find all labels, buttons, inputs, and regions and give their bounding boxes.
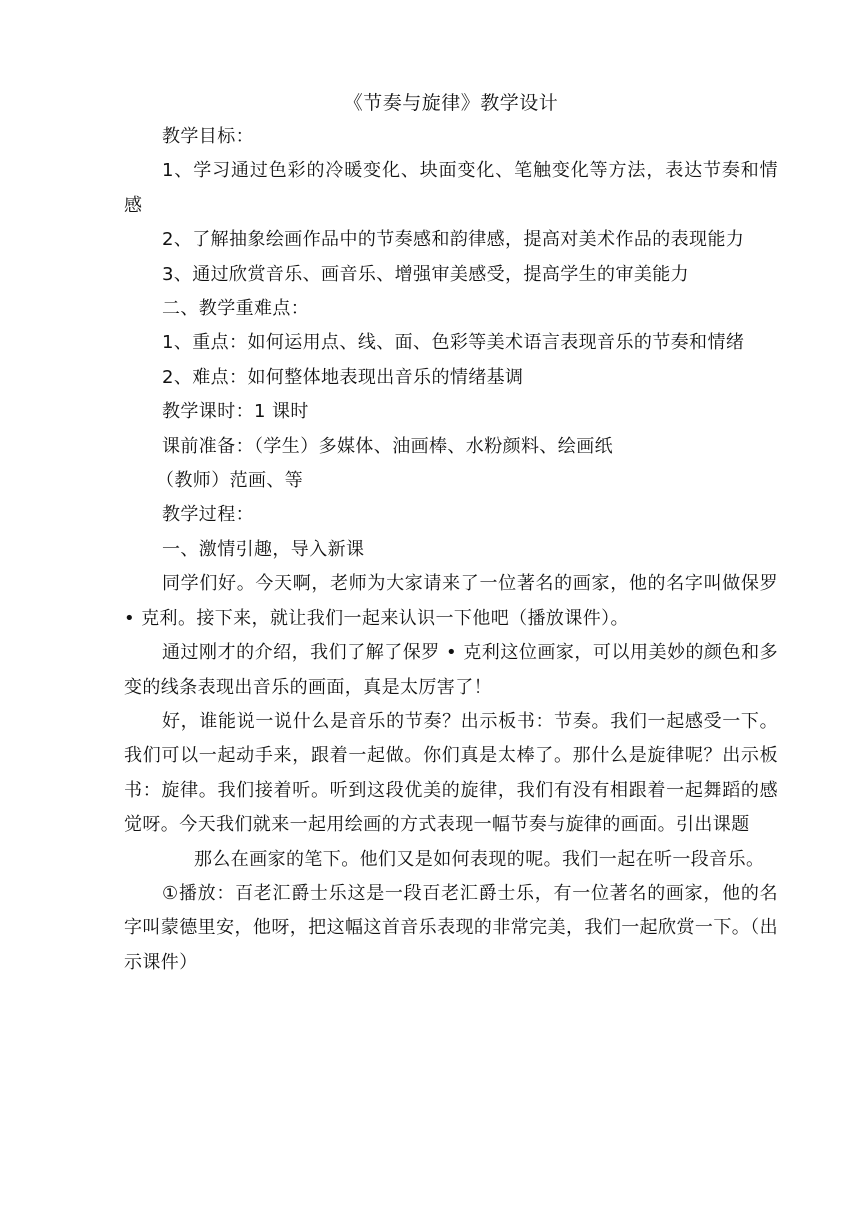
paragraph-introduction: 同学们好。今天啊，老师为大家请来了一位著名的画家，他的名字叫做保罗 • 克利。接下来，就让我们一起来认识一下他吧（播放课件）。 <box>124 573 778 629</box>
paragraph-rhythm-melody: 好，谁能说一说什么是音乐的节奏？出示板书：节奏。我们一起感受一下。我们可以一起动手来，跟着一起做。你们真是太棒了。那什么是旋律呢？出示板书：旋律。我们接着听。听到这段优美的旋律，我们有没有相跟着一起舞蹈的感觉呀。今天我们就来一起用绘画的方式表现一幅节奏与旋律的画面。引出课题 <box>124 710 778 836</box>
document-body <box>124 86 778 980</box>
paragraph-process-heading: 教学过程： <box>162 504 254 526</box>
paragraph-preparation-students: 课前准备：（学生）多媒体、油画棒、水粉颜料、绘画纸 <box>162 435 613 457</box>
paragraph-objectives-heading: 教学目标： <box>162 126 254 147</box>
paragraph-preparation-teacher: （教师）范画、等 <box>156 470 304 492</box>
paragraph-play-jazz: ①播放：百老汇爵士乐这是一段百老汇爵士乐，有一位著名的画家，他的名字叫蒙德里安，他呀，把这幅这首音乐表现的非常完美，我们一起欣赏一下。（出示课件） <box>124 882 778 973</box>
paragraph-section-1-heading: 一、激情引趣，导入新课 <box>162 538 365 560</box>
paragraph-objective-1: 1、学习通过色彩的冷暖变化、块面变化、笔触变化等方法，表达节奏和情感 <box>124 160 778 216</box>
paragraph-objective-3: 3、通过欣赏音乐、画音乐、增强审美感受，提高学生的审美能力 <box>162 263 690 285</box>
document-title: 《节奏与旋律》教学设计 <box>343 92 559 114</box>
paragraph-class-hours: 教学课时：1 课时 <box>162 401 309 423</box>
paragraph-objective-2: 2、了解抽象绘画作品中的节奏感和韵律感，提高对美术作品的表现能力 <box>162 229 745 251</box>
paragraph-difficult-point: 2、难点：如何整体地表现出音乐的情绪基调 <box>162 366 524 388</box>
paragraph-key-points-heading: 二、教学重难点： <box>162 298 310 320</box>
paragraph-review: 通过刚才的介绍，我们了解了保罗 • 克利这位画家，可以用美妙的颜色和多变的线条表现出音乐的画面，真是太厉害了！ <box>124 642 778 698</box>
paragraph-listen-music: 那么在画家的笔下。他们又是如何表现的呢。我们一起在听一段音乐。 <box>194 848 765 870</box>
paragraph-key-point: 1、重点：如何运用点、线、面、色彩等美术语言表现音乐的节奏和情绪 <box>162 332 745 354</box>
